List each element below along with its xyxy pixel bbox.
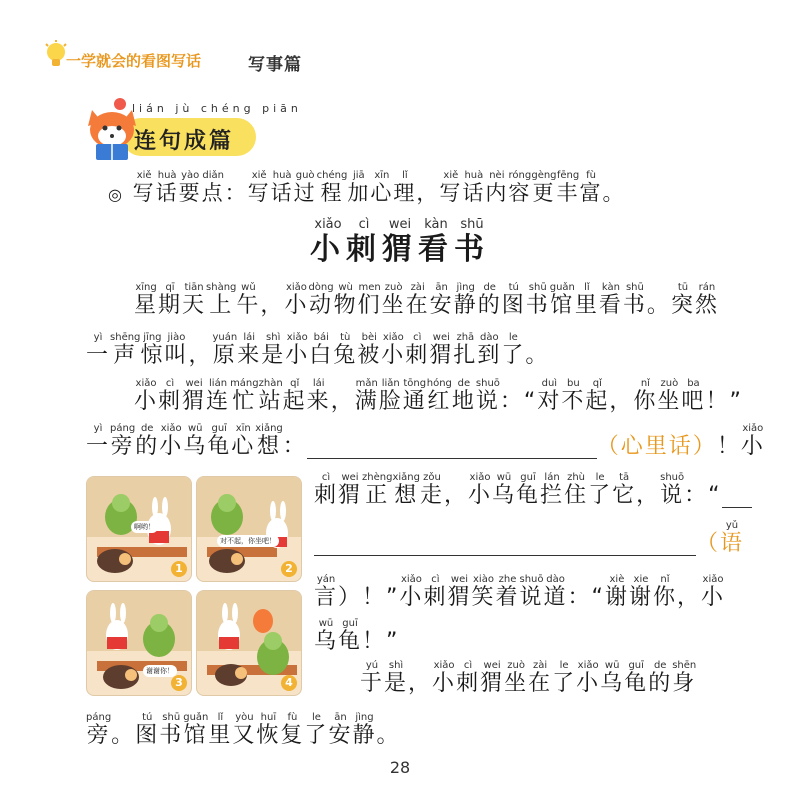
panel-number-3: 3 [171, 675, 187, 691]
line-char: 馆guǎn [183, 712, 209, 748]
line-char: ：“ [499, 389, 538, 414]
line-char: 到dào [477, 332, 502, 368]
line-char: 是shì [261, 332, 286, 368]
line-char: 兔tù [333, 332, 358, 368]
line-char: 猬wei [429, 332, 454, 368]
line-char: 乌wū [183, 423, 208, 459]
story-line-4 [86, 423, 765, 459]
line-char: 图tú [135, 712, 160, 748]
line-char: 们men [357, 282, 382, 318]
tip-char: 丰fēng [556, 170, 580, 205]
line-char: 正zhèng [362, 472, 393, 508]
line-char: 白bái [309, 332, 334, 368]
line-char: 声shēng [110, 332, 141, 368]
line-char: 住zhù [564, 472, 589, 508]
title-char: 猬wei [382, 217, 418, 267]
illustration-panel-2 [196, 476, 302, 582]
line-char: 又yòu [232, 712, 257, 748]
story-line-9 [360, 660, 696, 696]
tip-char: 。 [602, 181, 626, 205]
tip-char: 加jiā [347, 170, 371, 205]
tip-char: 话huà [155, 170, 179, 205]
line-char: ）！” [338, 585, 400, 610]
line-char: 安ān [429, 282, 454, 318]
line-char: 里lǐ [208, 712, 233, 748]
tip-char: 内nèi [485, 170, 509, 205]
story-line-6 [314, 520, 744, 556]
line-char: 想xiǎng [255, 423, 283, 459]
answer-blank-3[interactable] [314, 533, 696, 556]
line-char: ！ [716, 434, 741, 459]
tip-char: 心xīn [370, 170, 394, 205]
line-char: ， [408, 671, 433, 696]
line-char: 小xiǎo [432, 660, 457, 696]
line-char: ， [676, 585, 701, 610]
badge-label: 连句成篇 [134, 129, 235, 154]
line-char: 着zhe [495, 574, 520, 610]
line-char: 坐zuò [381, 282, 406, 318]
line-char: 来lái [237, 332, 262, 368]
line-char: 看kàn [598, 282, 623, 318]
line-char: ：“ [684, 483, 722, 508]
line-char: 想xiǎng [392, 472, 420, 508]
line-char: 说shuō [519, 574, 544, 610]
section-badge [82, 96, 302, 162]
line-char: 安ān [328, 712, 353, 748]
line-char: 的de [648, 660, 673, 696]
tip-char: ： [224, 181, 248, 205]
line-char: 站zhàn [258, 378, 283, 414]
line-char: 上shàng [206, 282, 237, 318]
story-line-8 [314, 618, 399, 654]
line-char: ！” [705, 389, 743, 414]
line-char: 小xiǎo [740, 423, 765, 459]
line-char: 了le [588, 472, 613, 508]
lightbulb-icon [44, 40, 68, 70]
line-char: 地de [451, 378, 476, 414]
line-char: 说shuō [475, 378, 500, 414]
line-char: 谢xiè [604, 574, 629, 610]
line-char: 猬wei [480, 660, 505, 696]
line-char: 刺cì [456, 660, 481, 696]
line-char: 刺cì [314, 472, 339, 508]
page-number: 28 [389, 758, 411, 777]
line-char: 在zài [528, 660, 553, 696]
line-char: 不bu [561, 378, 586, 414]
line-char: 恢huī [256, 712, 281, 748]
line-char: 一yì [86, 423, 111, 459]
line-char: 突tū [670, 282, 695, 318]
hint-char: 语yǔ [720, 520, 745, 556]
line-char: 起qǐ [585, 378, 610, 414]
line-char: 是shì [384, 660, 409, 696]
line-char: 的de [135, 423, 160, 459]
line-char: 坐zuò [504, 660, 529, 696]
tip-char: 点diǎn [201, 170, 225, 205]
line-char: ： [282, 434, 307, 459]
line-char: 。 [646, 293, 671, 318]
writing-tip [108, 170, 626, 207]
panel-number-1: 1 [171, 561, 187, 577]
line-char: 了le [501, 332, 526, 368]
line-char: 刺cì [423, 574, 448, 610]
section-title: 写事篇 [248, 55, 302, 75]
line-char: 小xiǎo [576, 660, 601, 696]
line-char: 然rán [694, 282, 719, 318]
line-char: 吧ba [681, 378, 706, 414]
line-char: 在zài [405, 282, 430, 318]
line-char: 静jìng [352, 712, 377, 748]
line-char: ， [609, 389, 634, 414]
line-char: 来lái [306, 378, 331, 414]
illustration-panel-1 [86, 476, 192, 582]
line-char: 书shū [525, 282, 550, 318]
line-char: 天tiān [182, 282, 207, 318]
illustration-panel-4 [196, 590, 302, 696]
badge-pinyin: lián jù chéng piān [132, 102, 302, 115]
title-char: 小xiǎo [310, 217, 346, 267]
line-char: 刺cì [405, 332, 430, 368]
tip-char: 容róng [508, 170, 532, 205]
panel-number-2: 2 [281, 561, 297, 577]
line-char: ， [636, 483, 661, 508]
line-char: 惊jīng [140, 332, 165, 368]
line-char: 扎zhā [453, 332, 478, 368]
line-char: 动dòng [308, 282, 334, 318]
line-char: 红hóng [426, 378, 452, 414]
line-char: ：“ [567, 585, 605, 610]
line-char: 小xiǎo [381, 332, 406, 368]
line-char: 。 [376, 723, 401, 748]
line-char: 书shū [159, 712, 184, 748]
line-char: 。 [525, 343, 550, 368]
line-char: 原yuán [212, 332, 238, 368]
story-title [0, 218, 800, 268]
speech-bubble-2: 对不起，你坐吧！ [217, 535, 279, 547]
line-char: 小xiǎo [159, 423, 184, 459]
line-char: 乌wū [314, 618, 339, 654]
line-char: 图tú [501, 282, 526, 318]
line-char: 龟guī [624, 660, 649, 696]
line-char: 龟guī [338, 618, 363, 654]
story-line-1 [134, 282, 719, 318]
line-char: 谢xie [628, 574, 653, 610]
line-char: 龟guī [207, 423, 232, 459]
tip-char: 写xiě [132, 170, 156, 205]
line-char: ， [188, 343, 213, 368]
line-char: 被bèi [357, 332, 382, 368]
line-char: 小xiǎo [134, 378, 159, 414]
tip-char: ， [416, 181, 440, 205]
line-char: 身shēn [672, 660, 697, 696]
line-char: ， [330, 389, 355, 414]
line-char: 心xīn [231, 423, 256, 459]
bullet-icon: ◎ [108, 185, 124, 204]
title-char: 看kàn [418, 217, 454, 267]
story-line-3 [134, 378, 743, 414]
line-char: 猬wei [447, 574, 472, 610]
line-char: 小xiǎo [399, 574, 424, 610]
line-char: 了le [304, 712, 329, 748]
line-char: 连lián [206, 378, 231, 414]
line-char: 忙máng [230, 378, 259, 414]
speech-bubble-3: 谢谢你！ [143, 665, 177, 677]
line-char: 复fù [280, 712, 305, 748]
line-char: 猬wei [182, 378, 207, 414]
tip-char: 富fù [579, 170, 603, 205]
line-char: 坐zuò [657, 378, 682, 414]
speech-bubble-1: 啊哟！ [131, 521, 158, 533]
line-char: 走zǒu [419, 472, 444, 508]
tip-char: 要yào [178, 170, 202, 205]
fox-reading-icon [82, 96, 142, 162]
line-char: 你nǐ [652, 574, 677, 610]
story-line-2 [86, 332, 549, 368]
line-char: 言yán [314, 574, 339, 610]
line-char: 星xīng [134, 282, 159, 318]
illustration-panel-3 [86, 590, 192, 696]
line-char: ， [443, 483, 468, 508]
answer-blank-2[interactable] [722, 485, 752, 508]
line-char: 物wù [333, 282, 358, 318]
story-line-5 [314, 472, 752, 508]
line-char: 通tōng [402, 378, 427, 414]
tip-char: 话huà [462, 170, 486, 205]
tip-char: 更gèng [531, 170, 557, 205]
line-char: 旁páng [110, 423, 136, 459]
line-char: 它tā [612, 472, 637, 508]
line-char: 午wǔ [236, 282, 261, 318]
tip-char: 写xiě [247, 170, 271, 205]
title-char: 刺cì [346, 217, 382, 267]
line-char: 龟guī [516, 472, 541, 508]
line-char: 道dào [543, 574, 568, 610]
line-char: 起qǐ [282, 378, 307, 414]
line-char: 。 [111, 723, 136, 748]
line-char: ！” [362, 629, 400, 654]
hint-heart-words: （心里话） [596, 434, 717, 459]
series-title: 一学就会的看图写话 [66, 52, 202, 70]
line-char: 笑xiào [471, 574, 496, 610]
answer-blank-1[interactable] [307, 436, 597, 459]
tip-text [132, 170, 626, 205]
line-char: 里lǐ [574, 282, 599, 318]
line-char: 乌wū [492, 472, 517, 508]
line-char: 你nǐ [633, 378, 658, 414]
line-char: 对duì [537, 378, 562, 414]
story-line-10 [86, 712, 401, 748]
line-char: ， [260, 293, 285, 318]
line-char: 馆guǎn [549, 282, 575, 318]
line-char: 期qī [158, 282, 183, 318]
line-char: 小xiǎo [701, 574, 726, 610]
line-char: 小xiǎo [285, 332, 310, 368]
line-char: 小xiǎo [284, 282, 309, 318]
line-char: 满mǎn [354, 378, 379, 414]
line-char: 说shuō [660, 472, 685, 508]
line-char: 叫jiào [164, 332, 189, 368]
line-char: 了le [552, 660, 577, 696]
hint-char: （ [696, 531, 721, 556]
line-char: 于yú [360, 660, 385, 696]
line-char: 静jìng [453, 282, 478, 318]
line-char: 猬wei [338, 472, 363, 508]
line-char: 刺cì [158, 378, 183, 414]
panel-number-4: 4 [281, 675, 297, 691]
story-line-7 [314, 574, 725, 610]
tip-char: 写xiě [439, 170, 463, 205]
line-char: 书shū [622, 282, 647, 318]
line-char: 一yì [86, 332, 111, 368]
tip-char: 程chéng [316, 170, 348, 205]
title-char: 书shū [454, 217, 490, 267]
tip-char: 过guò [293, 170, 317, 205]
line-char: 乌wū [600, 660, 625, 696]
line-char: 的de [477, 282, 502, 318]
tip-char: 理lǐ [393, 170, 417, 205]
line-char: 旁páng [86, 712, 112, 748]
line-char: 拦lán [540, 472, 565, 508]
line-char: 小xiǎo [468, 472, 493, 508]
tip-char: 话huà [270, 170, 294, 205]
line-char: 脸liǎn [378, 378, 403, 414]
